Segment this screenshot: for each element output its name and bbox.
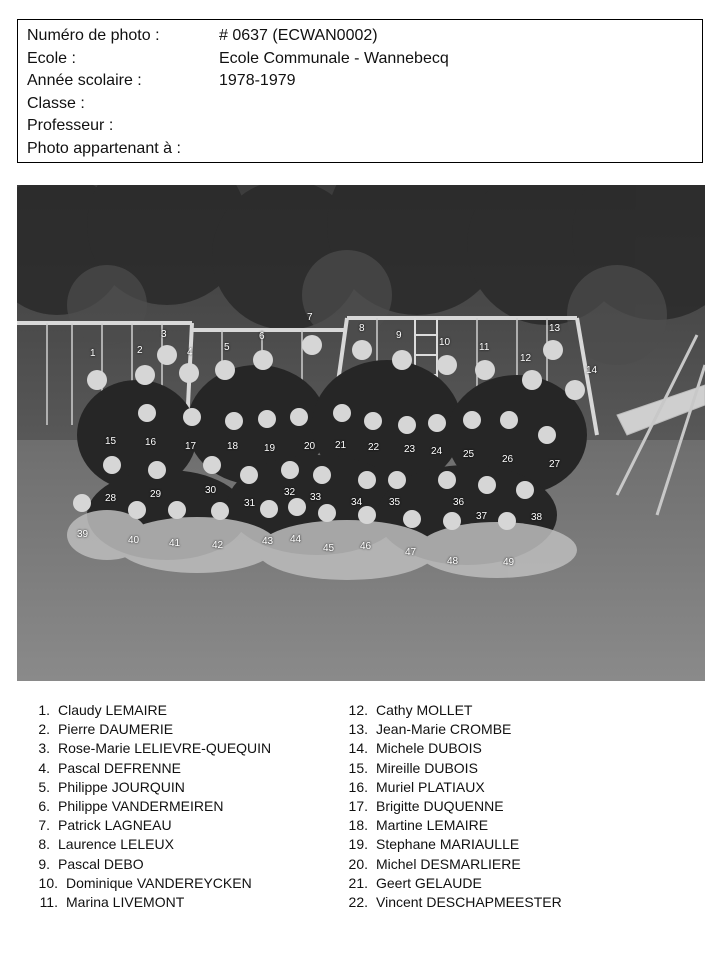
photo-marker: 20 [304,441,316,452]
list-number: 18. [348,817,368,834]
info-row-photo-number [27,25,702,48]
photo-marker: 46 [360,541,372,552]
photo-marker: 15 [105,436,117,447]
info-label: Année scolaire : [27,72,142,90]
photo-marker: 29 [150,489,162,500]
photo-marker: 39 [77,529,89,540]
list-number: 5. [38,778,50,795]
list-item [27,759,271,778]
list-number: 12. [348,702,368,718]
student-name: Jean-Marie CROMBE [376,721,512,738]
photo-marker: 16 [145,437,157,448]
list-item [27,893,271,912]
photo-marker: 2 [137,345,143,356]
info-value: 1978-1979 [219,72,296,90]
photo-marker: 22 [368,442,380,453]
list-item [27,874,271,893]
list-item [345,835,562,854]
photo-marker: 6 [259,331,265,342]
student-name: Muriel PLATIAUX [376,778,485,795]
list-number: 20. [348,855,368,872]
photo-marker: 13 [549,323,561,334]
student-name: Brigitte DUQUENNE [376,797,504,814]
student-name: Dominique VANDEREYCKEN [66,874,252,891]
list-item [345,855,562,874]
photo-marker: 17 [185,441,197,452]
student-name: Claudy LEMAIRE [58,702,167,718]
photo-marker: 47 [405,547,417,558]
student-name: Rose-Marie LELIEVRE-QUEQUIN [58,740,272,757]
photo-marker: 35 [389,497,401,508]
photo-marker: 10 [439,337,451,348]
list-number: 3. [38,740,50,757]
names-list-left [27,701,271,912]
photo-marker: 18 [227,441,239,452]
student-name: Laurence LELEUX [58,836,174,853]
photo-marker: 33 [310,492,322,503]
photo-marker: 25 [463,449,475,460]
student-name: Michele DUBOIS [376,740,482,757]
photo-marker: 31 [244,498,256,509]
student-name: Philippe VANDERMEIREN [58,797,224,814]
photo-marker: 12 [520,353,532,364]
list-item [345,816,562,835]
photo-marker: 19 [264,443,276,454]
photo-marker: 3 [161,329,167,340]
list-item [345,893,562,912]
info-label: Classe : [27,94,85,112]
photo-marker: 34 [351,497,363,508]
photo-marker: 48 [447,556,459,567]
info-row-class [27,93,702,116]
list-item [345,874,562,893]
photo-marker: 4 [187,347,193,358]
photo-marker: 43 [262,536,274,547]
student-name: Pierre DAUMERIE [58,721,174,738]
list-item [27,816,271,835]
student-name: Vincent DESCHAPMEESTER [376,893,562,910]
photo-marker: 40 [128,535,140,546]
info-value: # 0637 (ECWAN0002) [219,27,378,44]
photo-marker: 32 [284,487,296,498]
photo-info-box [17,19,703,163]
photo-marker: 23 [404,444,416,455]
list-item [345,797,562,816]
photo-marker: 9 [396,330,402,341]
photo-marker: 37 [476,511,488,522]
list-number: 1. [38,702,50,718]
student-name: Marina LIVEMONT [66,893,185,910]
info-row-school-year [27,70,702,93]
list-number: 8. [38,836,50,853]
list-number: 10. [38,874,58,891]
info-row-teacher [27,115,702,138]
info-label: Professeur : [27,117,114,135]
photo-marker: 7 [307,312,313,323]
photo-marker: 24 [431,446,443,457]
list-number: 9. [38,855,50,872]
info-value: Ecole Communale - Wannebecq [219,49,449,67]
info-row-school [27,48,702,71]
photo-marker: 1 [90,348,96,359]
student-name: Patrick LAGNEAU [58,817,172,834]
list-number: 2. [38,721,50,738]
list-number: 16. [348,778,368,795]
photo-marker: 5 [224,342,230,353]
list-number: 7. [38,817,50,834]
list-item [345,778,562,797]
photo-marker: 49 [503,557,515,568]
photo-marker: 26 [502,454,514,465]
info-label: Ecole : [27,49,76,67]
list-number: 19. [348,836,368,853]
list-number: 11. [39,893,58,910]
photo-marker: 11 [479,342,490,353]
photo-marker: 41 [169,538,181,549]
student-name: Philippe JOURQUIN [58,778,185,795]
photo-marker: 38 [531,512,543,523]
photo-marker: 14 [586,365,598,376]
list-number: 14. [348,740,368,757]
list-item [27,797,271,816]
info-row-owner [27,138,702,161]
class-photo-illustration [17,185,705,681]
student-name: Cathy MOLLET [376,702,473,718]
list-number: 21. [348,874,368,891]
list-number: 17. [348,797,368,814]
student-name: Martine LEMAIRE [376,817,489,834]
class-photo [17,185,705,681]
list-item [27,701,271,720]
list-item [27,739,271,758]
list-item [345,720,562,739]
student-name: Michel DESMARLIERE [376,855,521,872]
photo-marker: 36 [453,497,465,508]
list-item [345,701,562,720]
student-name: Geert GELAUDE [376,874,482,891]
list-item [27,778,271,797]
list-number: 15. [348,759,368,776]
list-item [27,720,271,739]
photo-marker: 30 [205,485,217,496]
photo-marker: 44 [290,534,302,545]
list-item [345,759,562,778]
student-name: Mireille DUBOIS [376,759,478,776]
list-number: 6. [38,797,50,814]
photo-marker: 21 [335,440,347,451]
photo-marker: 8 [359,323,365,334]
photo-marker: 42 [212,540,224,551]
photo-marker: 27 [549,459,561,470]
list-number: 22. [348,893,368,910]
list-item [27,855,271,874]
student-name: Pascal DEFRENNE [58,759,181,776]
info-label: Photo appartenant à : [27,139,181,157]
list-number: 13. [348,721,368,738]
student-name: Stephane MARIAULLE [376,836,520,853]
list-item [27,835,271,854]
info-label: Numéro de photo : [27,27,160,44]
names-list-right [345,701,562,912]
photo-marker: 28 [105,493,117,504]
photo-marker: 45 [323,543,335,554]
list-item [345,739,562,758]
student-name: Pascal DEBO [58,855,144,872]
list-number: 4. [38,759,50,776]
